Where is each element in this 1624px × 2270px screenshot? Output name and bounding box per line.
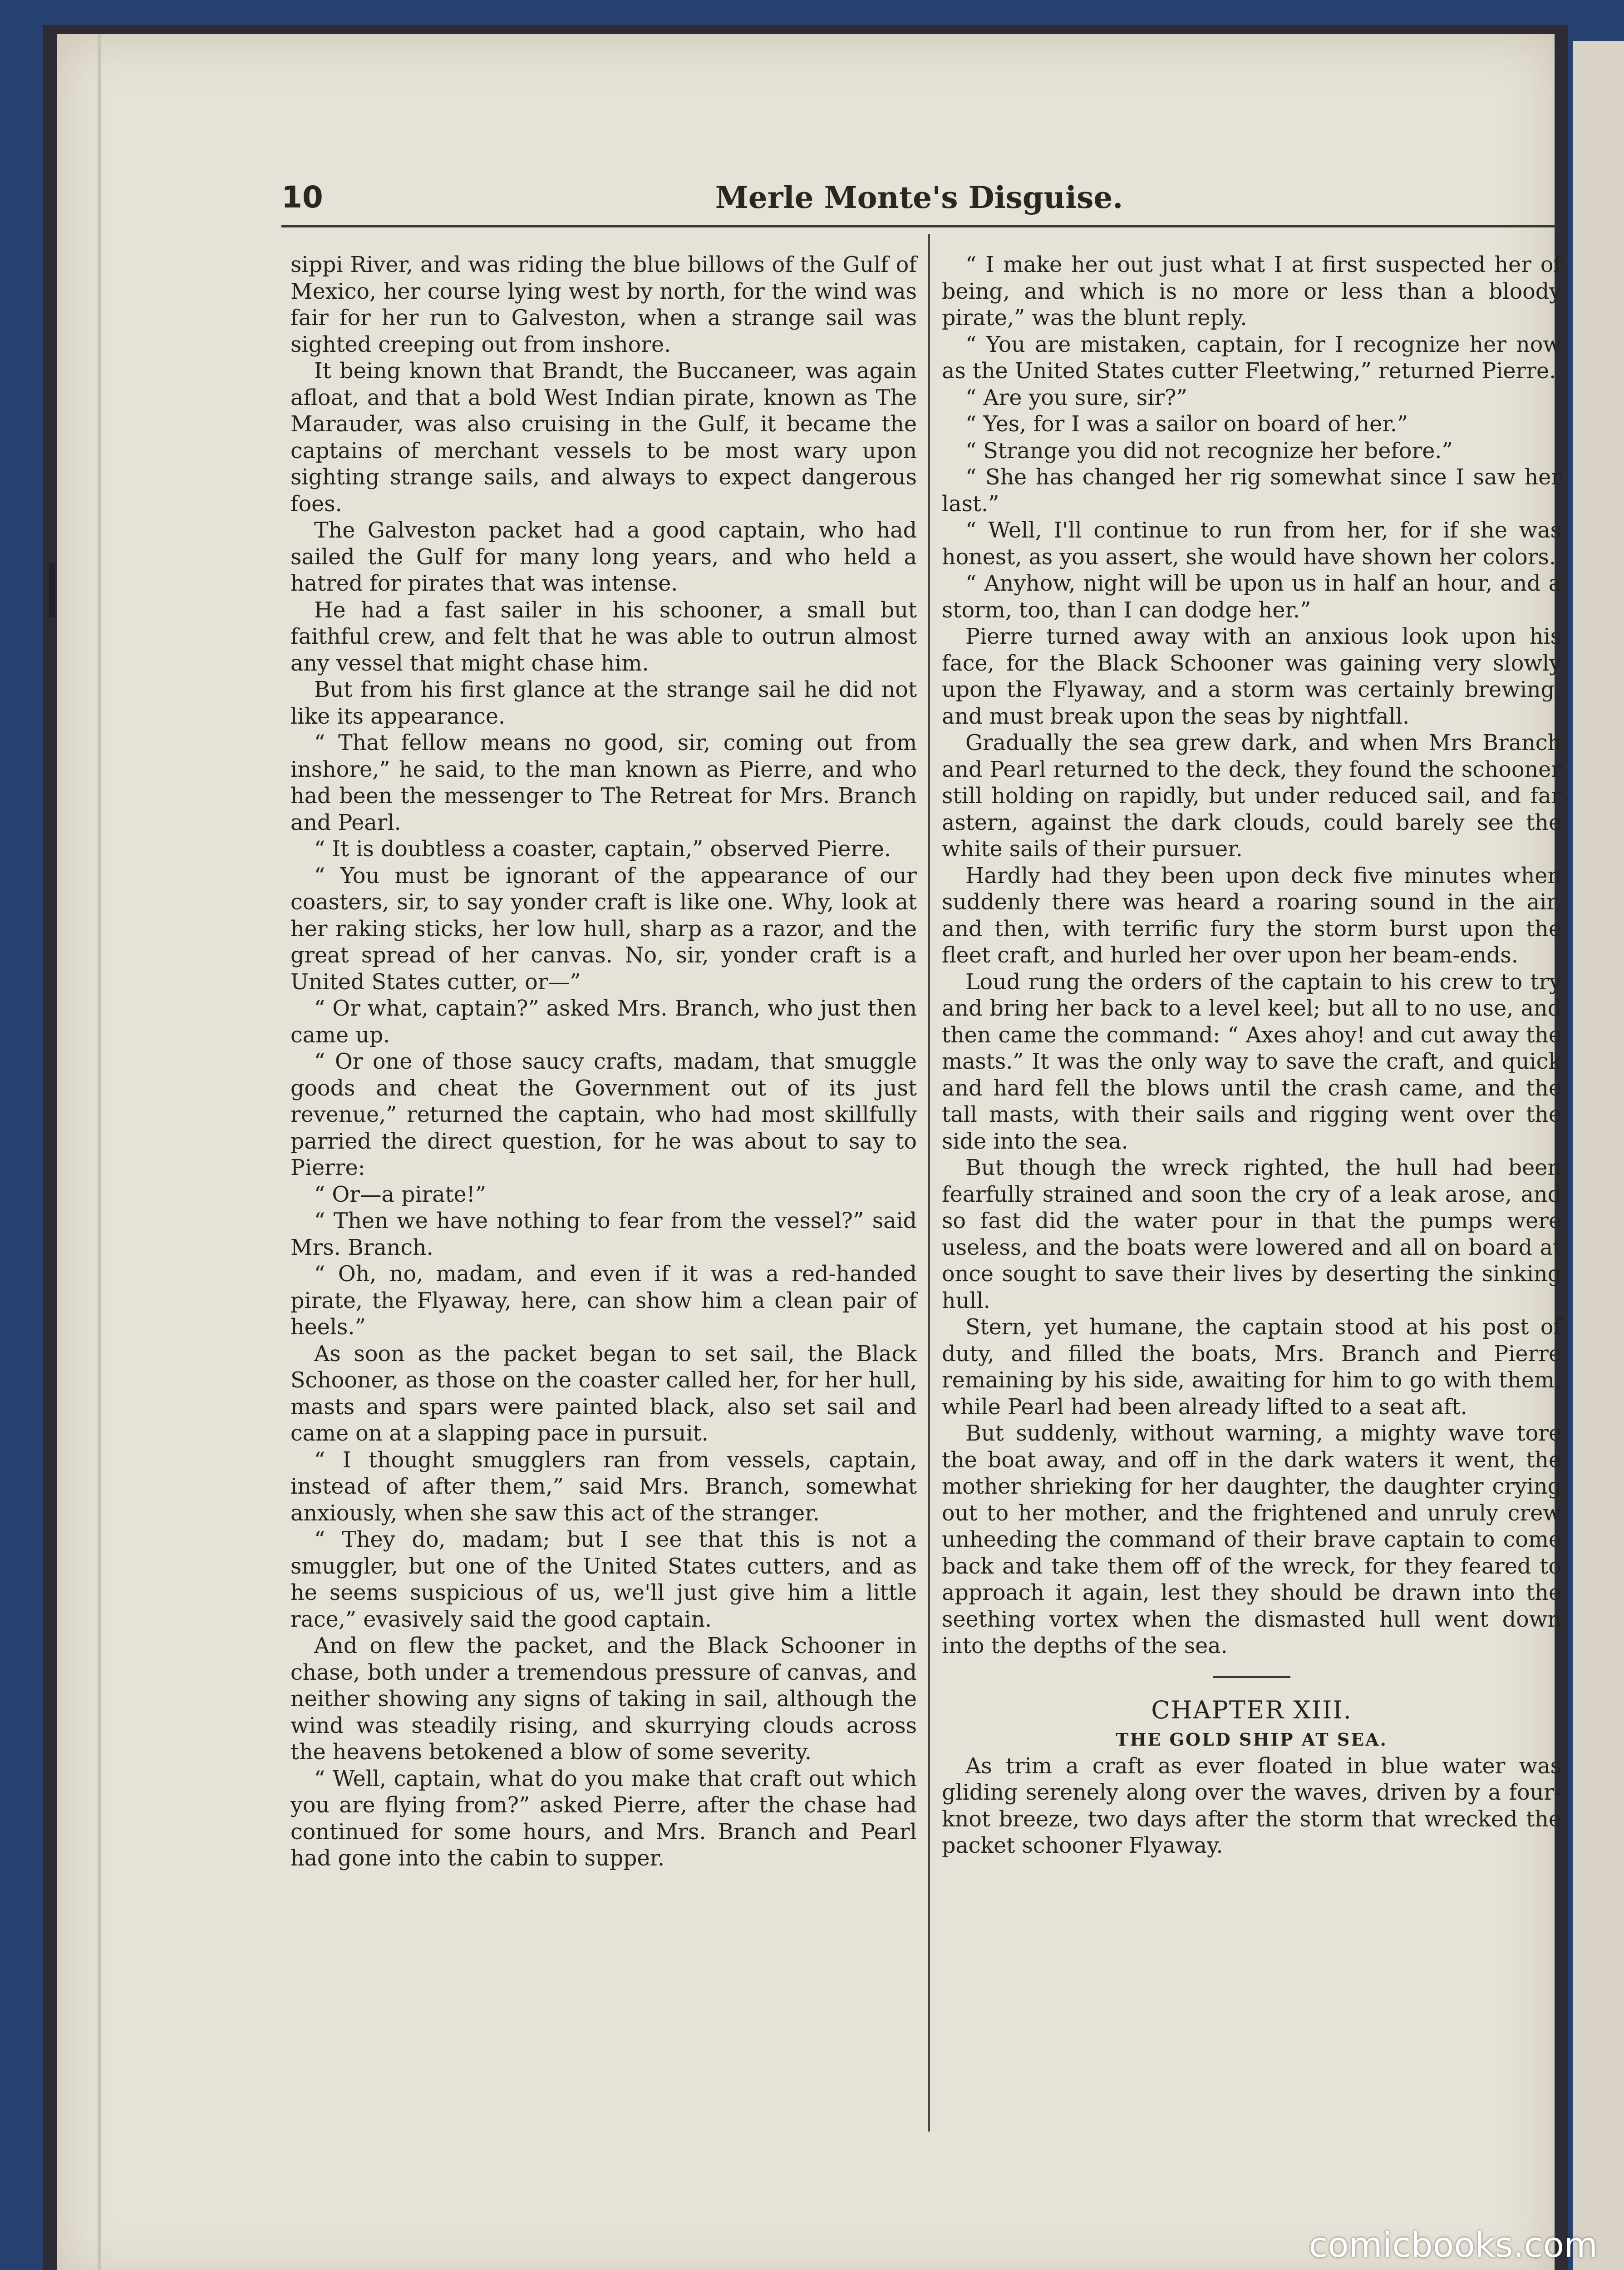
section-rule: [1213, 1676, 1290, 1678]
paragraph: “ That fellow means no good, sir, coming out from inshore,” he said, to the man known as Pierre, and who had been the messenger to The Retreat for Mrs. Branch and Pearl.: [290, 730, 917, 835]
paragraph: Gradually the sea grew dark, and when Mrs Branch and Pearl returned to the deck, they found the schooner still holding on rapidly, but under reduced sail, and far astern, against the dark clouds, could barely see the white sails of their pursuer.: [942, 730, 1561, 862]
chapter-subtitle: THE GOLD SHIP AT SEA.: [1116, 1729, 1388, 1750]
paragraph: “ It is doubtless a coaster, captain,” observed Pierre.: [314, 837, 891, 862]
paragraph: As soon as the packet began to set sail, the Black Schooner, as those on the coaster called her, for her hull, masts and spars were painted black, also set sail and came on at a slapping pace in pursuit.: [290, 1341, 917, 1446]
page-header: [281, 175, 1557, 225]
paragraph: “ Well, captain, what do you make that craft out which you are flying from?” asked Pierre, after the chase had continued for some hours, and Mrs. Branch and Pearl had gone into the cabin to supper.: [290, 1766, 917, 1871]
paragraph: “ She has changed her rig somewhat since I saw her last.”: [942, 465, 1561, 517]
paragraph: As trim a craft as ever floated in blue water was gliding serenely along over the waves, driven by a four-knot breeze, two days after the storm that wrecked the packet schooner Flyaway.: [942, 1753, 1561, 1858]
paragraph: “ Or what, captain?” asked Mrs. Branch, who just then came up.: [290, 996, 917, 1048]
paragraph: “ Then we have nothing to fear from the vessel?” said Mrs. Branch.: [290, 1209, 917, 1260]
paragraph: “ You must be ignorant of the appearance of our coasters, sir, to say yonder craft is like one. Why, look at her raking sticks, her low hull, sharp as a razor, and the great spread of her canvas. No, sir, yonder craft is a United States cutter, or—”: [290, 863, 917, 995]
binding-mark: [49, 563, 55, 617]
paragraph: “ I thought smugglers ran from vessels, captain, instead of after them,” said Mrs. Branch, somewhat anxiously, when she saw this act of the stranger.: [290, 1447, 917, 1526]
paragraph: “ Yes, for I was a sailor on board of her.”: [965, 412, 1408, 437]
paragraph: But suddenly, without warning, a mighty wave tore the boat away, and off in the dark waters it went, the mother shrieking for her daughter, the daughter crying out to her mother, and the frightened and unruly crew unheeding the command of their brave captain to come back and take them off of the wreck, for they feared to approach it again, lest they should be drawn into the seething vortex when the dismasted hull went down into the depths of the sea.: [942, 1421, 1561, 1658]
paragraph: But though the wreck righted, the hull had been fearfully strained and soon the cry of a leak arose, and so fast did the water pour in that the pumps were useless, and the boats were lowered and all on board at once sought to save their lives by deserting the sinking hull.: [942, 1155, 1561, 1313]
paragraph: Hardly had they been upon deck five minutes when suddenly there was heard a roaring sound in the air, and then, with terrific fury the storm burst upon the fleet craft, and hurled her over upon her beam-ends.: [942, 863, 1561, 968]
paragraph: sippi River, and was riding the blue billows of the Gulf of Mexico, her course lying west by north, for the wind was fair for her run to Galveston, when a strange sail was sighted creeping out from inshore.: [290, 252, 917, 357]
left-column: [290, 252, 917, 1872]
running-head-title: Merle Monte's Disguise.: [715, 180, 1123, 215]
paragraph: “ Or one of those saucy crafts, madam, that smuggle goods and cheat the Government out of its just revenue,” returned the captain, who had most skillfully parried the direct question, for he was about to say to Pierre:: [290, 1049, 917, 1180]
page-fold-edge: [98, 34, 101, 2270]
paragraph: “ I make her out just what I at first suspected her of being, and which is no more or less than a bloody pirate,” was the blunt reply.: [942, 252, 1561, 331]
paragraph: “ Strange you did not recognize her before.”: [965, 438, 1453, 464]
paragraph: “ Anyhow, night will be upon us in half an hour, and a storm, too, than I can dodge her.”: [942, 571, 1561, 623]
right-column: [942, 252, 1561, 1860]
paragraph: “ They do, madam; but I see that this is not a smuggler, but one of the United States cutters, and as he seems suspicious of us, we'll just give him a little race,” evasively said the good captain.: [290, 1527, 917, 1632]
paragraph: “ Well, I'll continue to run from her, for if she was honest, as you assert, she would have shown her colors.: [942, 518, 1561, 570]
chapter-title: CHAPTER XIII.: [1151, 1695, 1352, 1724]
paragraph: Pierre turned away with an anxious look upon his face, for the Black Schooner was gaining very slowly upon the Flyaway, and a storm was certainly brewing, and must break upon the seas by nightfall.: [942, 624, 1561, 729]
paragraph: He had a fast sailer in his schooner, a small but faithful crew, and felt that he was able to outrun almost any vessel that might chase him.: [290, 597, 917, 676]
header-rule: [281, 225, 1557, 227]
column-divider: [928, 234, 930, 2132]
adjacent-page-edge: [1573, 41, 1624, 2270]
paragraph: And on flew the packet, and the Black Schooner in chase, both under a tremendous pressure of canvas, and neither showing any signs of taking in sail, although the wind was steadily rising, and skurrying clouds across the heavens betokened a blow of some severity.: [290, 1633, 917, 1765]
paragraph: “ Oh, no, madam, and even if it was a red-handed pirate, the Flyaway, here, can show him a clean pair of heels.”: [290, 1262, 917, 1340]
paragraph: “ Are you sure, sir?”: [965, 385, 1187, 410]
watermark-text: comicbooks.com: [1309, 2225, 1598, 2265]
paragraph: Loud rung the orders of the captain to his crew to try and bring her back to a level keel; but all to no use, and then came the command: “ Axes ahoy! and cut away the masts.” It was the only way to save the craft, and quick and hard fell the blows until the crash came, and the tall masts, with their sails and rigging went over the side into the sea.: [942, 969, 1561, 1154]
paragraph: Stern, yet humane, the captain stood at his post of duty, and filled the boats, Mrs. Branch and Pierre remaining by his side, awaiting for him to go with them, while Pearl had been already lifted to a seat aft.: [942, 1315, 1561, 1420]
paragraph: The Galveston packet had a good captain, who had sailed the Gulf for many long years, and who held a hatred for pirates that was intense.: [290, 518, 917, 596]
paragraph: But from his first glance at the strange sail he did not like its appearance.: [290, 677, 917, 729]
paragraph: It being known that Brandt, the Buccaneer, was again afloat, and that a bold West Indian pirate, known as The Marauder, was also cruising in the Gulf, it became the captains of merchant vessels to be most wary upon sighting strange sails, and always to expect dangerous foes.: [290, 359, 917, 517]
page-number: 10: [281, 180, 323, 215]
paragraph: “ Or—a pirate!”: [314, 1182, 487, 1207]
paragraph: “ You are mistaken, captain, for I recognize her now as the United States cutter Fleetwing,” returned Pierre.: [942, 332, 1561, 384]
